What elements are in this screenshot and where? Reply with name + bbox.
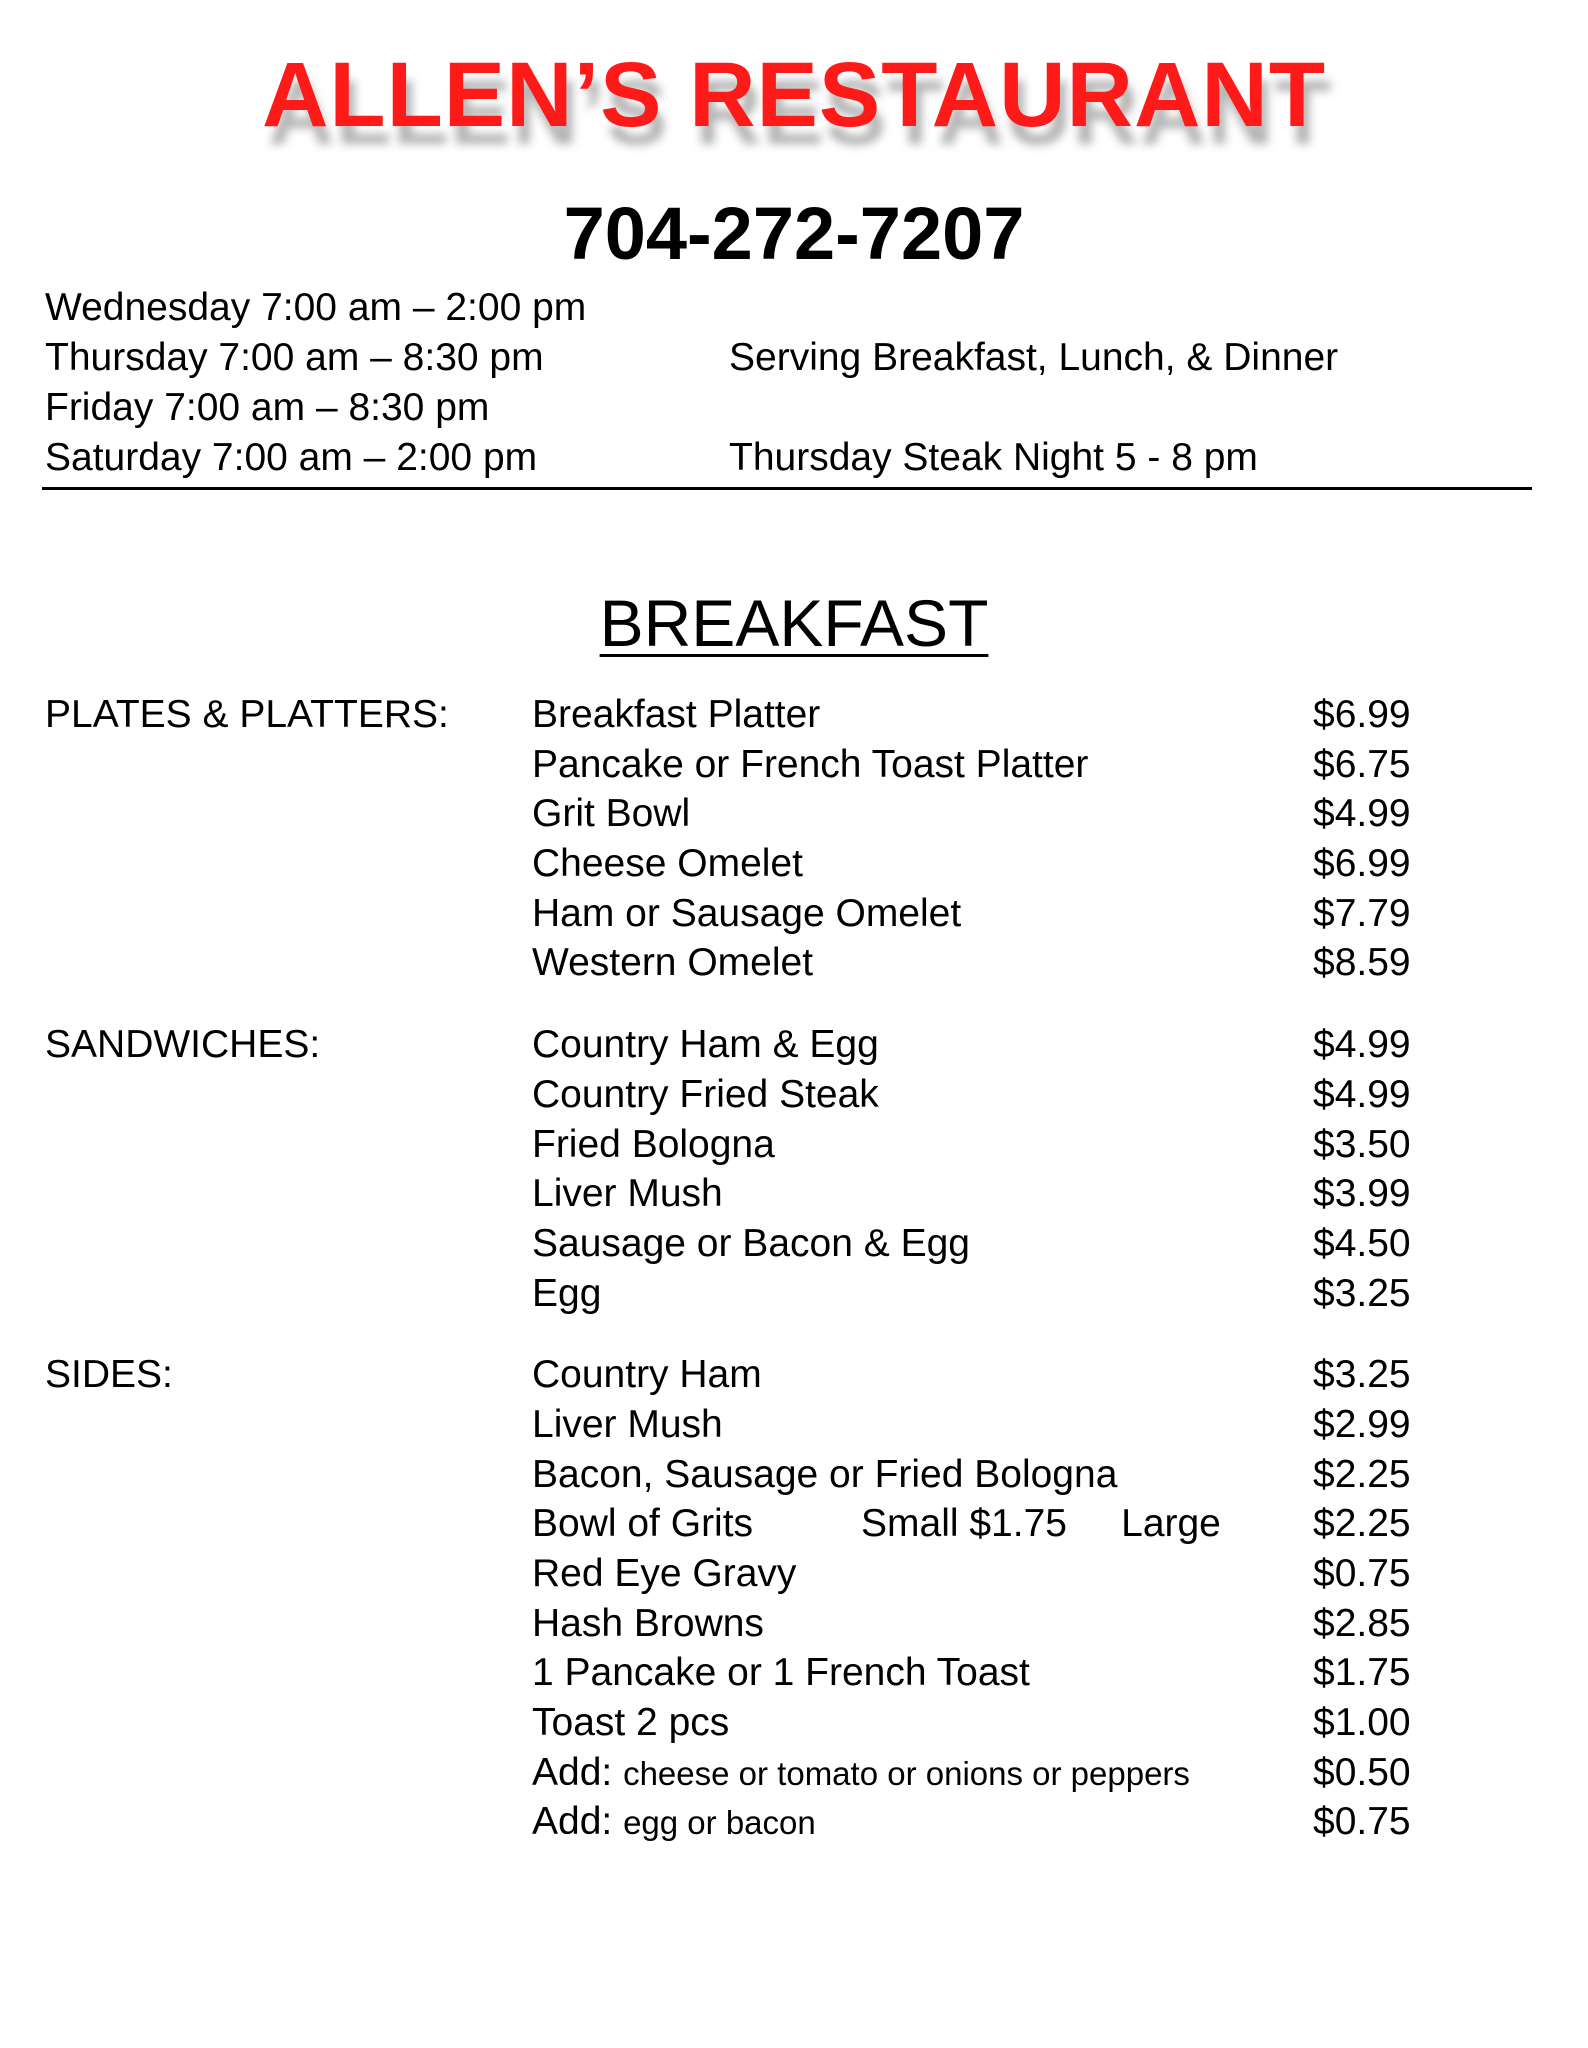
menu-group-sandwiches <box>45 1020 1545 1318</box>
menu-item <box>45 1219 1545 1269</box>
item-price: $2.85 <box>1313 1601 1411 1645</box>
menu-item <box>45 1797 1545 1847</box>
menu-item <box>45 1120 1545 1170</box>
menu-item <box>45 1499 1545 1549</box>
hours-day: Friday 7:00 am – 8:30 pm <box>45 386 490 429</box>
menu-group-sides <box>45 1350 1545 1847</box>
item-name: Egg <box>532 1271 602 1315</box>
item-name-with-note <box>532 1797 816 1848</box>
item-price: $1.75 <box>1313 1651 1411 1695</box>
item-name: Toast 2 pcs <box>532 1701 730 1745</box>
restaurant-name: ALLEN’S RESTAURANT <box>261 44 1327 146</box>
menu-item <box>45 789 1545 839</box>
item-size-options: Small $1.75 Large <box>861 1502 1221 1546</box>
menu-item <box>45 1599 1545 1649</box>
item-name: Add: <box>532 1800 613 1844</box>
item-price: $2.25 <box>1313 1452 1411 1496</box>
item-name: Liver Mush <box>532 1402 723 1446</box>
menu-item <box>45 938 1545 988</box>
item-note: cheese or tomato or onions or peppers <box>623 1754 1190 1792</box>
hours-row <box>45 383 1545 433</box>
item-name: Bacon, Sausage or Fried Bologna <box>532 1452 1118 1496</box>
item-price: $2.99 <box>1313 1402 1411 1446</box>
section-title-breakfast: BREAKFAST <box>599 586 989 660</box>
hours-row <box>45 283 1545 333</box>
item-price: $3.50 <box>1313 1122 1411 1166</box>
item-name: Cheese Omelet <box>532 842 803 886</box>
item-note: egg or bacon <box>623 1804 816 1842</box>
item-price: $3.99 <box>1313 1172 1411 1216</box>
item-name-with-note <box>532 1748 1190 1799</box>
item-name: Add: <box>532 1750 613 1794</box>
item-price: $6.75 <box>1313 742 1411 786</box>
menu-item <box>45 740 1545 790</box>
item-price: $4.99 <box>1313 792 1411 836</box>
item-price: $6.99 <box>1313 842 1411 886</box>
item-name: Hash Browns <box>532 1601 764 1645</box>
item-name: Western Omelet <box>532 941 814 985</box>
item-price: $3.25 <box>1313 1353 1411 1397</box>
item-name: Country Ham & Egg <box>532 1023 879 1067</box>
breakfast-menu <box>45 690 1545 1847</box>
steak-night-note: Thursday Steak Night 5 - 8 pm <box>729 436 1258 479</box>
menu-item <box>45 1269 1545 1319</box>
item-name: Liver Mush <box>532 1172 723 1216</box>
item-price: $0.75 <box>1313 1552 1411 1595</box>
item-name: Pancake or French Toast Platter <box>532 742 1089 786</box>
item-name: Country Fried Steak <box>532 1072 879 1116</box>
item-price: $6.99 <box>1313 693 1411 736</box>
group-label: SIDES: <box>45 1353 173 1397</box>
service-note: Serving Breakfast, Lunch, & Dinner <box>729 336 1339 379</box>
hours-day: Saturday 7:00 am – 2:00 pm <box>45 436 538 479</box>
item-name: Grit Bowl <box>532 792 691 836</box>
hours-block <box>45 283 1545 483</box>
menu-item <box>45 1450 1545 1500</box>
hours-row <box>45 333 1545 383</box>
item-price: $7.79 <box>1313 891 1411 935</box>
item-name: Sausage or Bacon & Egg <box>532 1221 970 1265</box>
menu-item <box>45 839 1545 889</box>
item-price: $4.99 <box>1313 1072 1411 1116</box>
phone-number: 704-272-7207 <box>563 192 1025 275</box>
item-price: $0.50 <box>1313 1750 1411 1794</box>
menu-item <box>45 1400 1545 1450</box>
group-label: SANDWICHES: <box>45 1023 321 1067</box>
menu-item <box>45 1748 1545 1798</box>
hours-row <box>45 433 1545 483</box>
item-price: $2.25 <box>1313 1502 1411 1546</box>
divider-line <box>42 487 1532 490</box>
item-name: Breakfast Platter <box>532 693 821 736</box>
item-name: 1 Pancake or 1 French Toast <box>532 1651 1030 1695</box>
item-price: $4.50 <box>1313 1221 1411 1265</box>
menu-group-plates-platters <box>45 690 1545 988</box>
hours-day: Wednesday 7:00 am – 2:00 pm <box>45 286 587 329</box>
item-price: $0.75 <box>1313 1800 1411 1844</box>
menu-item <box>45 1549 1545 1599</box>
menu-item <box>45 1350 1545 1400</box>
item-price: $8.59 <box>1313 941 1411 985</box>
menu-item <box>45 1648 1545 1698</box>
menu-item <box>45 1020 1545 1070</box>
item-name: Ham or Sausage Omelet <box>532 891 962 935</box>
menu-item <box>45 690 1545 740</box>
menu-item <box>45 1698 1545 1748</box>
item-name: Fried Bologna <box>532 1122 775 1166</box>
item-name: Country Ham <box>532 1353 762 1397</box>
menu-item <box>45 1169 1545 1219</box>
item-name: Bowl of Grits <box>532 1502 754 1546</box>
hours-day: Thursday 7:00 am – 8:30 pm <box>45 336 544 379</box>
item-name: Red Eye Gravy <box>532 1552 797 1595</box>
menu-item <box>45 889 1545 939</box>
menu-item <box>45 1070 1545 1120</box>
item-price: $1.00 <box>1313 1701 1411 1745</box>
group-label: PLATES & PLATTERS: <box>45 693 449 736</box>
item-price: $4.99 <box>1313 1023 1411 1067</box>
item-price: $3.25 <box>1313 1271 1411 1315</box>
